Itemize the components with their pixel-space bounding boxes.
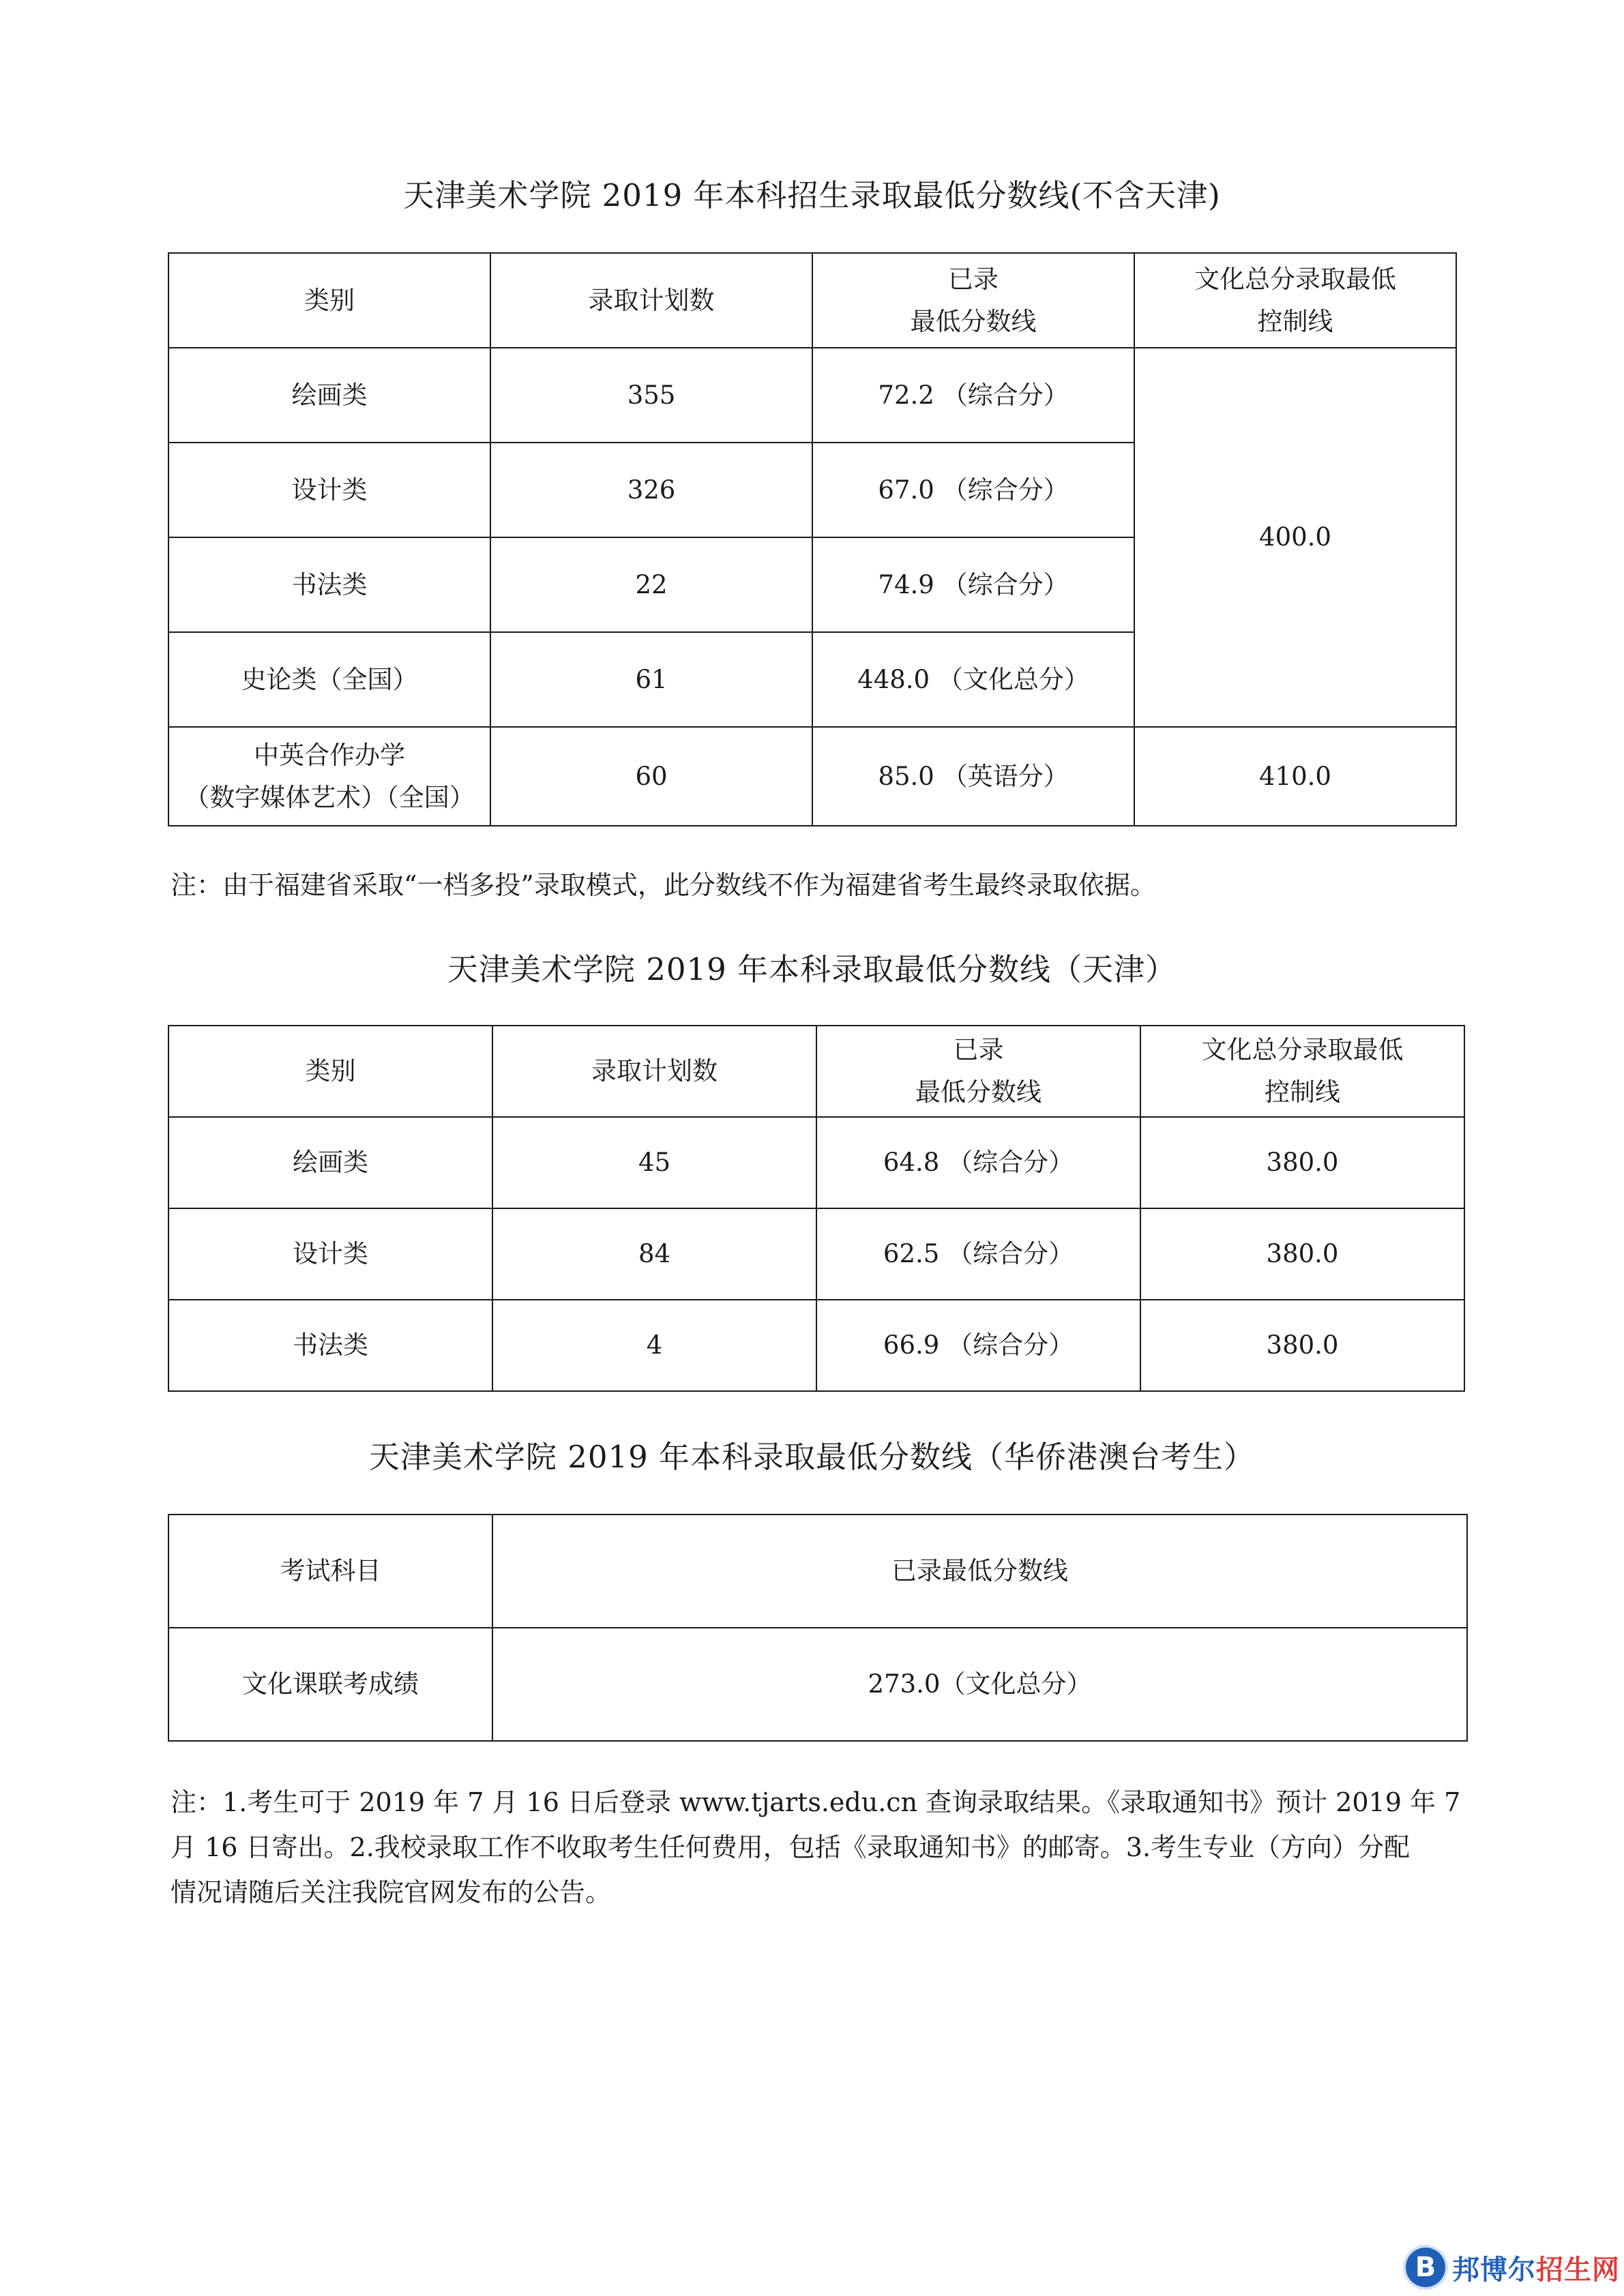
table1-title: 天津美术学院 2019 年本科招生录取最低分数线(不含天津) <box>403 177 1221 213</box>
header-min-score: 已录 最低分数线 <box>816 1026 1140 1117</box>
min-score-cell: 67.0 （综合分） <box>812 443 1134 537</box>
header-min-score: 已录最低分数线 <box>492 1515 1467 1628</box>
admission-table-tianjin <box>168 1025 1465 1392</box>
header-control-line: 文化总分录取最低 控制线 <box>1140 1026 1464 1117</box>
plan-cell: 355 <box>490 348 812 443</box>
min-score-cell: 66.9 （综合分） <box>816 1300 1140 1391</box>
table-row <box>168 1300 1464 1391</box>
table3-title: 天津美术学院 2019 年本科录取最低分数线（华侨港澳台考生） <box>368 1439 1256 1475</box>
min-score-cell: 64.8 （综合分） <box>816 1117 1140 1208</box>
category-cell: 设计类 <box>168 1208 492 1300</box>
category-cell: 书法类 <box>168 1300 492 1391</box>
min-score-cell: 72.2 （综合分） <box>812 348 1134 443</box>
watermark-logo-icon: B <box>1406 2248 1445 2287</box>
plan-cell: 45 <box>492 1117 816 1208</box>
admission-table-overseas <box>168 1514 1468 1742</box>
watermark-text-part2: 招生网 <box>1536 2254 1620 2286</box>
table-row <box>168 1117 1464 1208</box>
category-cell: 绘画类 <box>168 1117 492 1208</box>
table1-header-row <box>168 253 1456 348</box>
category-cell: 中英合作办学 （数字媒体艺术）（全国） <box>168 727 490 826</box>
min-score-cell: 85.0 （英语分） <box>812 727 1134 826</box>
final-note-line-1: 注：1.考生可于 2019 年 7 月 16 日后登录 www.tjarts.edu.cn 查询录取结果。《录取通知书》预计 2019 年 7 <box>171 1787 1461 1817</box>
min-score-cell: 448.0 （文化总分） <box>812 632 1134 727</box>
final-note-line-2: 月 16 日寄出。2.我校录取工作不收取考生任何费用，包括《录取通知书》的邮寄。3.考生专业（方向）分配 <box>171 1832 1411 1862</box>
header-category: 类别 <box>168 1026 492 1117</box>
table2-title: 天津美术学院 2019 年本科录取最低分数线（天津） <box>447 951 1177 987</box>
watermark-text-part1: 邦博尔 <box>1452 2254 1536 2286</box>
final-note-line-3: 情况请随后关注我院官网发布的公告。 <box>171 1877 612 1907</box>
control-line-cell: 410.0 <box>1134 727 1456 826</box>
header-plan: 录取计划数 <box>492 1026 816 1117</box>
header-min-score: 已录 最低分数线 <box>812 253 1134 348</box>
category-cell: 绘画类 <box>168 348 490 443</box>
control-line-cell: 380.0 <box>1140 1300 1464 1391</box>
min-score-cell: 273.0（文化总分） <box>492 1628 1467 1741</box>
plan-cell: 60 <box>490 727 812 826</box>
table-row <box>168 1208 1464 1300</box>
fujian-note: 注：由于福建省采取“一档多投”录取模式，此分数线不作为福建省考生最终录取依据。 <box>171 870 1156 900</box>
plan-cell: 22 <box>490 537 812 632</box>
admission-table-outside-tianjin <box>168 252 1457 826</box>
final-note <box>171 1780 1466 1915</box>
header-control-line: 文化总分录取最低 控制线 <box>1134 253 1456 348</box>
plan-cell: 326 <box>490 443 812 537</box>
plan-cell: 61 <box>490 632 812 727</box>
subject-cell: 文化课联考成绩 <box>168 1628 492 1741</box>
header-plan: 录取计划数 <box>490 253 812 348</box>
min-score-cell: 62.5 （综合分） <box>816 1208 1140 1300</box>
table-row <box>168 727 1456 826</box>
table-row <box>168 1628 1467 1741</box>
table-row <box>168 348 1456 443</box>
table3-header-row <box>168 1515 1467 1628</box>
header-subject: 考试科目 <box>168 1515 492 1628</box>
watermark-text <box>1452 2248 1620 2287</box>
category-cell: 书法类 <box>168 537 490 632</box>
plan-cell: 4 <box>492 1300 816 1391</box>
header-category: 类别 <box>168 253 490 348</box>
table2-header-row <box>168 1026 1464 1117</box>
category-cell: 设计类 <box>168 443 490 537</box>
control-line-merged-cell: 400.0 <box>1134 348 1456 727</box>
min-score-cell: 74.9 （综合分） <box>812 537 1134 632</box>
control-line-cell: 380.0 <box>1140 1208 1464 1300</box>
control-line-cell: 380.0 <box>1140 1117 1464 1208</box>
site-watermark <box>1406 2243 1620 2292</box>
plan-cell: 84 <box>492 1208 816 1300</box>
category-cell: 史论类（全国） <box>168 632 490 727</box>
